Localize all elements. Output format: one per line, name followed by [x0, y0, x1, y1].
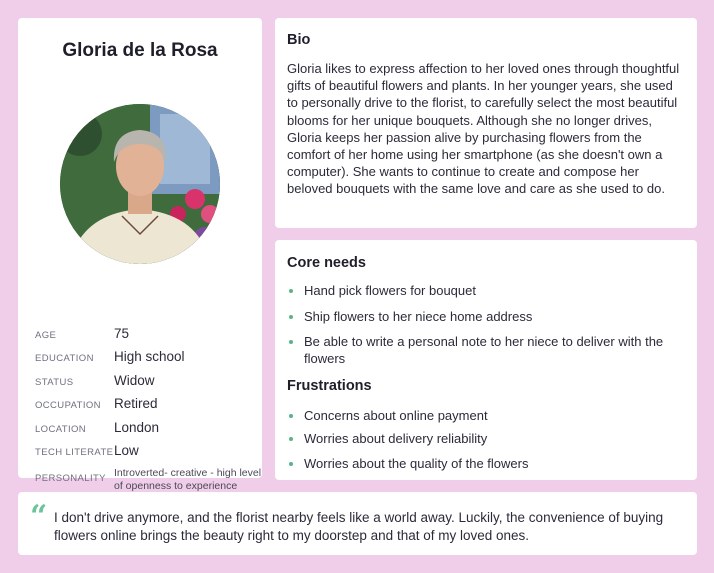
list-item	[287, 282, 682, 299]
list-item-text: Ship flowers to her niece home address	[304, 309, 533, 324]
list-item	[287, 407, 682, 424]
fact-education	[35, 349, 255, 369]
list-item-text: Concerns about online payment	[304, 408, 488, 423]
quote-icon: “	[30, 499, 48, 534]
fact-label: OCCUPATION	[35, 400, 101, 411]
bullet-icon	[289, 414, 293, 418]
list-item	[287, 333, 682, 367]
list-item	[287, 308, 682, 325]
fact-status	[35, 373, 255, 393]
fact-label: TECH LITERATE	[35, 447, 114, 458]
bullet-icon	[289, 340, 293, 344]
fact-personality	[35, 467, 262, 492]
fact-value: High school	[114, 349, 185, 364]
fact-value: 75	[114, 326, 130, 341]
fact-label: PERSONALITY	[35, 473, 106, 484]
list-item	[287, 455, 682, 472]
bio-text: Gloria likes to express affection to her loved ones through thoughtful gifts of beautiful flowers and plants. In her younger years, she used to personally drive to the florist, to carefully select the most beautiful blooms for her unique bouquets. Although she no longer drives, Gloria keeps her passion alive by purchasing flowers from the comfort of her home using her smartphone (as she doesn't own a computer). She wants to continue to create and compose her beloved bouquets with the same love and care as she used to do.	[287, 61, 680, 197]
fact-tech-literate	[35, 443, 255, 463]
list-item-text: Be able to write a personal note to her niece to deliver with the flowers	[304, 334, 664, 366]
list-item	[287, 430, 682, 447]
bullet-icon	[289, 315, 293, 319]
fact-location	[35, 420, 255, 440]
quote-text: I don't drive anymore, and the florist nearby feels like a world away. Luckily, the convenience of buying flowers online brings the beauty right to my doorstep and that of my loved ones.	[54, 510, 664, 543]
fact-value: London	[114, 420, 160, 435]
bullet-icon	[289, 437, 293, 441]
quote-card	[18, 492, 697, 555]
list-item-text: Hand pick flowers for bouquet	[304, 283, 476, 298]
list-item-text: Worries about the quality of the flowers	[304, 456, 529, 471]
fact-label: STATUS	[35, 377, 74, 388]
fact-value: Low	[114, 443, 139, 458]
bio-card	[275, 18, 697, 228]
fact-label: AGE	[35, 330, 57, 341]
fact-label: LOCATION	[35, 424, 87, 435]
persona-name: Gloria de la Rosa	[62, 40, 218, 61]
fact-value: Retired	[114, 396, 158, 411]
needs-card	[275, 240, 697, 480]
avatar	[60, 104, 220, 264]
bullet-icon	[289, 289, 293, 293]
fact-age	[35, 326, 255, 346]
profile-card	[18, 18, 262, 492]
bio-title: Bio	[287, 32, 311, 48]
avatar-photo	[60, 104, 220, 264]
fact-value: Introverted- creative - high level of openness to experience	[114, 467, 262, 492]
fact-value: Widow	[114, 373, 155, 388]
fact-label: EDUCATION	[35, 353, 94, 364]
fact-occupation	[35, 396, 255, 416]
list-item-text: Worries about delivery reliability	[304, 431, 488, 446]
bullet-icon	[289, 462, 293, 466]
frustrations-title: Frustrations	[287, 378, 372, 394]
core-needs-title: Core needs	[287, 255, 366, 271]
